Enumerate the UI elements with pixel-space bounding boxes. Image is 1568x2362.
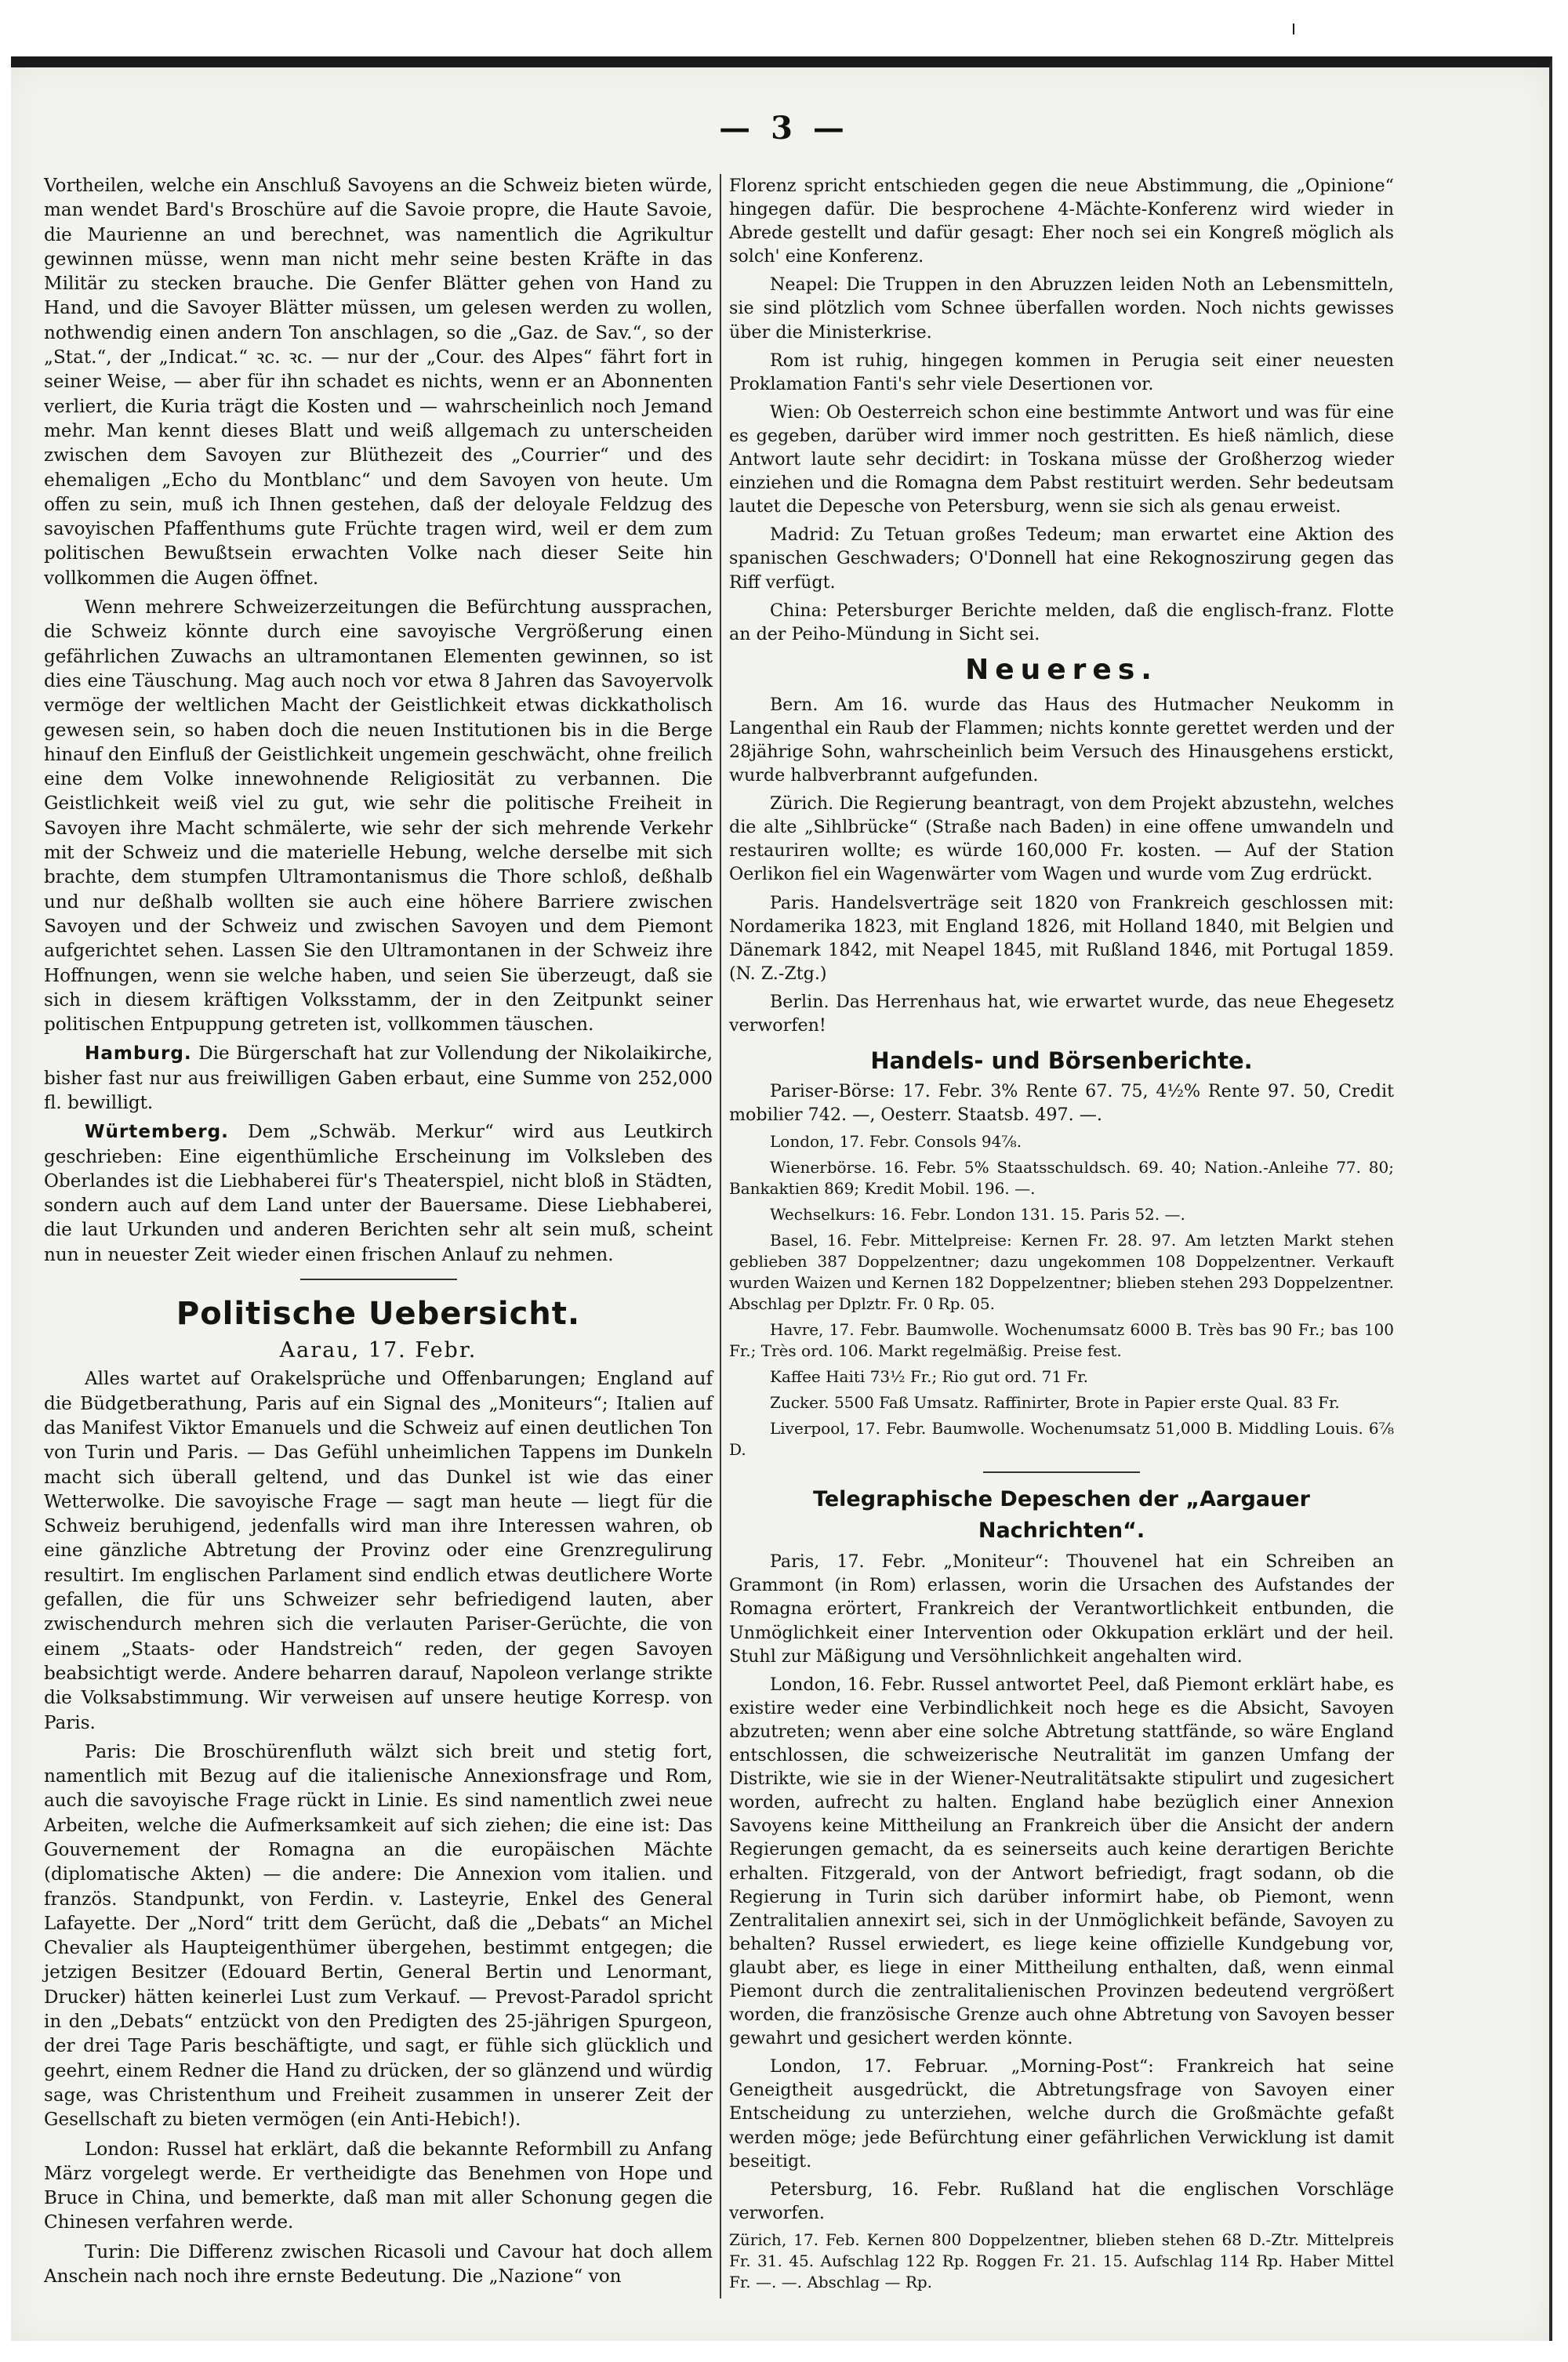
commerce-zucker: Zucker. 5500 Faß Umsatz. Raffinirter, Brote in Papier erste Qual. 83 Fr. (770, 1393, 1340, 1413)
telegraph-petersburg: Petersburg, 16. Febr. Rußland hat die englischen Vorschläge verworfen. (729, 2179, 1394, 2223)
page-number: — 3 — (719, 110, 849, 147)
commerce-liverpool: Liverpool, 17. Febr. Baumwolle. Wochenumsatz 51,000 B. Middling Louis. 6⅞ D. (729, 1419, 1394, 1460)
political-paragraph-london: London: Russel hat erklärt, daß die bekannte Reformbill zu Anfang März vorgelegt werde. Er vertheidigte das Benehmen von Hope und Bruce in China, und bemerkte, daß man mit aller Schonung gegen die Chinesen verfahren werde. (44, 2139, 713, 2233)
commerce-wechselkurs: Wechselkurs: 16. Febr. London 131. 15. Paris 52. —. (770, 1205, 1185, 1225)
wuerttemberg-text: Dem „Schwäb. Merkur“ wird aus Leutkirch geschrieben: Eine eigenthümliche Erscheinung im Volksleben des Oberlandes ist die Liebhaberei für's Theaterspiel, nicht bloß in Städten, sondern auch auf dem Land unter der Bauersame. Diese Liebhaberei, die laut Urkunden und anderen Berichten sehr alt sein muß, scheint nun in neuester Zeit wieder einen frischen Anlauf zu nehmen. (44, 1122, 713, 1265)
scan-mark (1293, 24, 1294, 34)
commerce-london: London, 17. Febr. Consols 94⅞. (770, 1132, 1022, 1152)
right-paragraph-florenz: Florenz spricht entschieden gegen die neue Abstimmung, die „Opinione“ hingegen dafür. Die besprochene 4-Mächte-Konferenz wird wieder in Abrede gestellt und dafür gesagt: Eher noch sei ein Kongreß möglich als solch' eine Konferenz. (729, 176, 1394, 267)
telegraph-paris: Paris, 17. Febr. „Moniteur“: Thouvenel hat ein Schreiben an Grammont (in Rom) erlassen, worin die Ursachen des Aufstandes der Romagna erörtert, Frankreich der Verantwortlichkeit entbunden, die Unmöglichkeit einer Intervention oder Okkupation erklärt und der heil. Stuhl zur Mäßigung und Versöhnlichkeit angehalten wird. (729, 1551, 1394, 1667)
section-separator (300, 1279, 457, 1280)
political-overview-dateline: Aarau, 17. Febr. (279, 1338, 477, 1363)
right-paragraph-china: China: Petersburger Berichte melden, daß die englisch-franz. Flotte an der Peiho-Mündung in Sicht sei. (729, 600, 1394, 644)
neueres-heading: Neueres. (965, 653, 1158, 686)
wuerttemberg-lead: Würtemberg. (85, 1122, 229, 1143)
neueres-berlin: Berlin. Das Herrenhaus hat, wie erwartet wurde, das neue Ehegesetz verworfen! (729, 991, 1394, 1036)
telegraph-london-16: London, 16. Febr. Russel antwortet Peel, daß Piemont erklärt habe, es existire weder eine Verbindlichkeit noch hege es die Absicht, Savoyen abzutreten; wenn aber eine solche Abtretung stattfände, so wäre England entschlossen, die schweizerische Neutralität im ganzen Umfang der Distrikte, wie sie in der Wiener-Neutralitätsakte stipulirt und zugesichert worden, aufrecht zu halten. England habe bezüglich einer Annexion Savoyens keine Mittheilung an Frankreich über die Ansicht der andern Regierungen gemacht, da es seinerseits auch keine derartigen Berichte erhalten. Fitzgerald, von der Antwort befriedigt, fragt sodann, ob die Regierung in Turin sich darüber informirt habe, ob Piemont, wenn Zentralitalien annexirt sei, sich in der Unmöglichkeit befände, Savoyen zu behalten? Russel erwiedert, es liege keine offizielle Kundgebung vor, glaubt aber, es liege in einer Mittheilung enthalten, daß, wenn einmal Piemont durch die zentralitalienischen Provinzen bedeutend vergrößert worden, die französische Grenze auch ohne Abtretung von Savoyen besser gewahrt und gesichert werden könnte. (729, 1674, 1394, 2049)
right-column (729, 174, 1394, 2298)
right-paragraph-madrid: Madrid: Zu Tetuan großes Tedeum; man erwartet eine Aktion des spanischen Geschwaders; O'Donnell hat eine Rekognoszirung gegen das Riff verfügt. (729, 524, 1394, 593)
hamburg-lead: Hamburg. (85, 1043, 192, 1065)
commerce-heading: Handels- und Börsenberichte. (870, 1047, 1253, 1075)
commerce-kaffee: Kaffee Haiti 73½ Fr.; Rio gut ord. 71 Fr. (770, 1367, 1088, 1387)
telegraph-zuerich-market: Zürich, 17. Feb. Kernen 800 Doppelzentner, blieben stehen 68 D.-Ztr. Mittelpreis Fr. 31. 45. Aufschlag 122 Rp. Roggen Fr. 21. 15. Aufschlag 114 Rp. Haber Mittel Fr. —. —. Abschlag — Rp. (729, 2230, 1394, 2291)
political-overview-heading: Politische Uebersicht. (176, 1296, 581, 1333)
hamburg-item (44, 1042, 713, 1116)
left-column (44, 174, 713, 2294)
political-paragraph-1: Alles wartet auf Orakelsprüche und Offenbarungen; England auf die Büdgetberathung, Paris auf ein Signal des „Moniteurs“; Italien auf das Manifest Viktor Emanuels und die Schweiz auf einen deutlichen Ton von Turin und Paris. — Das Gefühl unheimlichen Tappens im Dunkeln macht sich überall geltend, und das Dunkel ist wie das einer Wetterwolke. Die savoyische Frage — sagt man heute — liegt für die Schweiz beruhigend, jedenfalls wird man ihre Interessen wahren, ob eine gänzliche Abtretung der Provinz oder eine Grenzregulirung resultirt. Im englischen Parlament sind endlich etwas deutlichere Worte gefallen, die für uns Schweizer sehr befriedigend lauten, aber zwischendurch mehren sich die verlauten Pariser-Gerüchte, die von einem „Staats- oder Handstreich“ reden, der gegen Savoyen beabsichtigt werde. Andere beharren darauf, Napoleon verlange strikte die Volksabstimmung. Wir verweisen auf unsere heutige Korresp. von Paris. (44, 1369, 713, 1733)
commerce-wien: Wienerbörse. 16. Febr. 5% Staatsschuldsch. 69. 40; Nation.-Anleihe 77. 80; Bankaktien 869; Kredit Mobil. 196. —. (729, 1158, 1394, 1199)
neueres-bern: Bern. Am 16. wurde das Haus des Hutmacher Neukomm in Langenthal ein Raub der Flammen; nichts konnte gerettet werden und der 28jährige Sohn, wahrscheinlich beim Versuch des Hinausgehens erstickt, wurde halbverbrannt aufgefunden. (729, 694, 1394, 786)
hamburg-text: Die Bürgerschaft hat zur Vollendung der Nikolaikirche, bisher fast nur aus freiwilligen Gaben erbaut, eine Summe von 252,000 fl. bewilligt. (44, 1043, 713, 1113)
right-paragraph-neapel: Neapel: Die Truppen in den Abruzzen leiden Noth an Lebensmitteln, sie sind plötzlich vom Schnee überfallen worden. Noch nichts gewisses über die Ministerkrise. (729, 274, 1394, 343)
right-paragraph-rom: Rom ist ruhig, hingegen kommen in Perugia seit einer neuesten Proklamation Fanti's sehr viele Desertionen vor. (729, 350, 1394, 394)
section-separator (983, 1471, 1140, 1473)
political-paragraph-turin: Turin: Die Differenz zwischen Ricasoli und Cavour hat doch allem Anschein nach noch ihre ernste Bedeutung. Die „Nazione“ von (44, 2241, 713, 2288)
commerce-paris-boerse: Pariser-Börse: 17. Febr. 3% Rente 67. 75, 4½% Rente 97. 50, Credit mobilier 742. —, Oesterr. Staatsb. 497. —. (729, 1081, 1394, 1126)
political-paragraph-paris: Paris: Die Broschürenfluth wälzt sich breit und stetig fort, namentlich mit Bezug auf die italienische Annexionsfrage und Rom, auch die savoyische Frage rückt in Linie. Es sind namentlich zwei neue Arbeiten, welche die Aufmerksamkeit auf sich ziehen; die eine ist: Das Gouvernement der Romagna an die europäischen Mächte (diplomatische Akten) — die andere: Die Annexion vom italien. und französ. Standpunkt, von Ferdin. v. Lasteyrie, Enkel des General Lafayette. Der „Nord“ tritt dem Gerücht, daß die „Debats“ an Michel Chevalier als Haupteigenthümer übergehen, bestimmt entgegen; die jetzigen Besitzer (Edouard Bertin, General Bertin und Lenormant, Drucker) hätten keinerlei Lust zum Verkauf. — Prevost-Paradol spricht in den „Debats“ entzückt von den Predigten des 25-jährigen Spurgeon, der drei Tage Paris beschäftigte, und sagt, er fühle sich glücklich und geehrt, einem Redner die Hand zu drücken, der so glänzend und würdig sage, was Christenthum und Freiheit zusammen in unserer Zeit der Gesellschaft zu bieten vermögen (ein Anti-Hebich!). (44, 1741, 713, 2131)
left-paragraph-1: Vortheilen, welche ein Anschluß Savoyens an die Schweiz bieten würde, man wendet Bard's Broschüre auf die Savoie propre, die Haute Savoie, die Maurienne an und berechnet, was namentlich die Agrikultur gewinnen müsse, wenn man nicht mehr seine besten Kräfte in das Militär zu stecken brauche. Die Genfer Blätter gehen von Hand zu Hand, und die Savoyer Blätter müssen, um gelesen werden zu wollen, nothwendig einen andern Ton anschlagen, so die „Gaz. de Sav.“, so der „Stat.“, der „Indicat.“ ꝛc. ꝛc. — nur der „Cour. des Alpes“ fährt fort in seiner Weise, — aber für ihn schadet es nichts, wenn er an Abonnenten verliert, die Kuria trägt die Kosten und — wahrscheinlich noch Jemand mehr. Man kennt dieses Blatt und weiß allgemach zu unterscheiden zwischen dem Savoyen zur Blüthezeit des „Courrier“ und des ehemaligen „Echo du Montblanc“ und dem Savoyen von heute. Um offen zu sein, muß ich Ihnen gestehen, daß der deloyale Feldzug des savoyischen Pfaffenthums gute Früchte tragen wird, weil er dem zum politischen Bewußtsein erwachten Volke nach dieser Seite hin vollkommen die Augen öffnet. (44, 176, 713, 589)
wuerttemberg-item (44, 1120, 713, 1268)
commerce-havre: Havre, 17. Febr. Baumwolle. Wochenumsatz 6000 B. Très bas 90 Fr.; bas 100 Fr.; Très ord. 106. Markt regelmäßig. Preise fest. (729, 1320, 1394, 1361)
column-divider (720, 174, 721, 2299)
left-paragraph-2: Wenn mehrere Schweizerzeitungen die Befürchtung aussprachen, die Schweiz könnte durch eine savoyische Vergrößerung einen gefährlichen Zuwachs an ultramontanen Elementen gewinnen, so ist dies eine Täuschung. Mag auch noch vor etwa 8 Jahren das Savoyervolk vermöge der weltlichen Macht der Geistlichkeit etwas dickkatholisch gewesen sein, so haben doch die neuen Institutionen bis in die Berge hinauf den Einfluß der Geistlichkeit ungemein geschwächt, ohne freilich eine dem Volke innewohnende Religiosität zu verbannen. Die Geistlichkeit weiß viel zu gut, wie sehr die politische Freiheit in Savoyen ihre Macht schmälerte, wie sehr der sich mehrende Verkehr mit der Schweiz und die materielle Hebung, welche derselbe mit sich brachte, dem stumpfen Ultramontanismus die Thore schloß, deßhalb und nur deßhalb wollten sie auch eine höhere Barriere zwischen Savoyen und der Schweiz und zwischen Savoyen und dem Piemont aufgerichtet sehen. Lassen Sie den Ultramontanen in der Schweiz ihre Hoffnungen, wenn sie welche haben, und seien Sie überzeugt, daß sie sich in diesem kräftigen Volksstamm, der in den Zeitpunkt seiner politischen Entpuppung getreten ist, vollkommen täuschen. (44, 597, 713, 1036)
commerce-basel: Basel, 16. Febr. Mittelpreise: Kernen Fr. 28. 97. Am letzten Markt stehen geblieben 387 Doppelzentner; dazu ungekommen 108 Doppelzentner. Verkauft wurden Waizen und Kernen 182 Doppelzentner; blieben stehen 293 Doppelzentner. Abschlag per Dplztr. Fr. 0 Rp. 05. (729, 1231, 1394, 1314)
neueres-zuerich: Zürich. Die Regierung beantragt, von dem Projekt abzustehn, welches die alte „Sihlbrücke“ (Straße nach Baden) in eine offene umwandeln und restauriren wollte; es würde 160,000 Fr. kosten. — Auf der Station Oerlikon fiel ein Wagenwärter vom Wagen und wurde vom Zug erdrückt. (729, 793, 1394, 885)
telegraph-london-17: London, 17. Februar. „Morning-Post“: Frankreich hat seine Geneigtheit ausgedrückt, die Abtretungsfrage von Savoyen einer Entscheidung zu unterziehen, welche durch die Großmächte gefaßt werden möge; jede Befürchtung einer gefährlichen Verwicklung ist damit beseitigt. (729, 2056, 1394, 2172)
neueres-paris: Paris. Handelsverträge seit 1820 von Frankreich geschlossen mit: Nordamerika 1823, mit England 1826, mit Holland 1840, mit Belgien und Dänemark 1842, mit Neapel 1845, mit Rußland 1846, mit Portugal 1859. (N. Z.-Ztg.) (729, 892, 1394, 984)
right-paragraph-wien: Wien: Ob Oesterreich schon eine bestimmte Antwort und was für eine es gegeben, darüber wird immer noch gestritten. Es hieß nämlich, diese Antwort laute sehr decidirt: in Toskana müsse der Großherzog wieder einziehen und die Romagna dem Pabst restituirt werden. Sehr bedeutsam lautet die Depesche von Petersburg, wenn sie sich als genau erweist. (729, 401, 1394, 517)
telegraph-heading: Telegraphische Depeschen der „Aargauer Nachrichten“. (813, 1487, 1310, 1544)
